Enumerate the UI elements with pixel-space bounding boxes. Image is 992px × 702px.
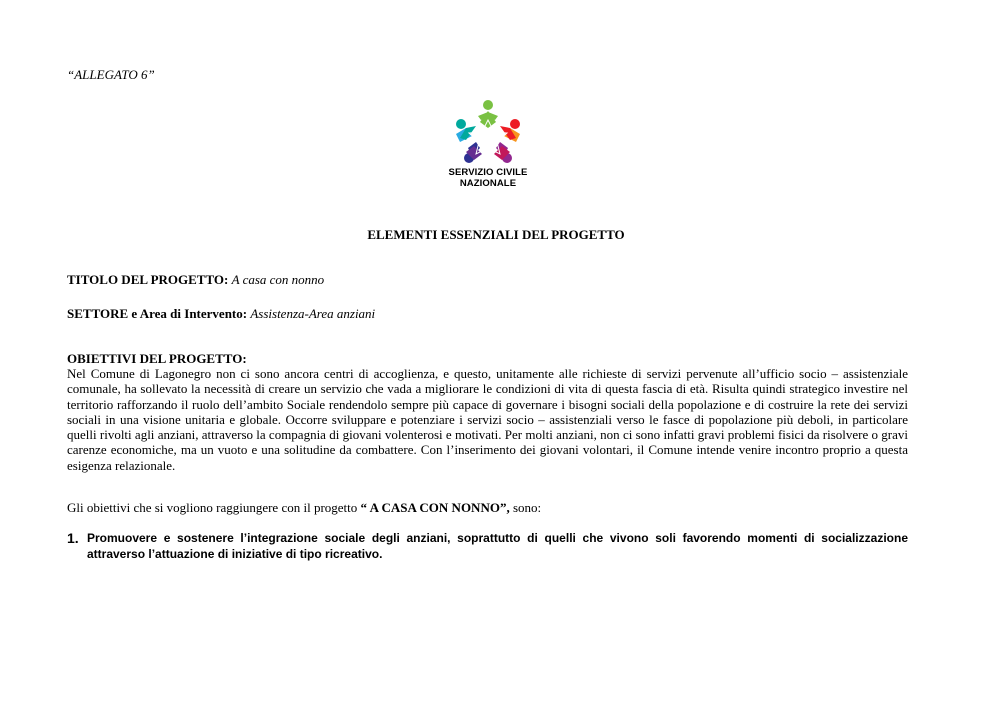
goals-suffix: sono: bbox=[509, 500, 542, 515]
project-title-line bbox=[67, 272, 324, 288]
logo-text bbox=[438, 167, 538, 189]
star-people-icon bbox=[438, 98, 538, 168]
list-item-number: 1. bbox=[67, 530, 79, 546]
goals-project-name: “ A CASA CON NONNO”, bbox=[360, 500, 510, 515]
objectives-paragraph: Nel Comune di Lagonegro non ci sono ancora centri di accoglienza, e questo, unitamente alle richieste di servizi pervenute all’ufficio socio – assistenziale comunale, ha sollevato la necessità di creare un servizio che vada a migliorare le condizioni di vita di questa fascia di età. Risulta quindi strategico investire nel territorio rafforzando il ruolo dell’ambito Sociale rendendolo sempre più capace di governare i bisogni sociali della popolazione e di costruire la rete dei servizi sociali in una visione unitaria e globale. Occorre sviluppare e potenziare i servizi socio – assistenziali verso le fasce di popolazione più deboli, in particolare quelli rivolti agli anziani, attraverso la compagnia di giovani volenterosi e motivati. Per molti anziani, non ci sono infatti gravi problemi fisici da risolvere o gravi carenze economiche, ma un vuoto e una solitudine da combattere. Con l’inserimento dei giovani volontari, il Comune intende venire incontro proprio a questa esigenza relazionale. bbox=[67, 366, 908, 473]
sector-line bbox=[67, 306, 375, 322]
logo-line-1: SERVIZIO CIVILE bbox=[448, 167, 528, 178]
servizio-civile-logo bbox=[438, 98, 538, 198]
sector-value: Assistenza-Area anziani bbox=[250, 306, 376, 321]
list-item-text: Promuovere e sostenere l’integrazione sociale degli anziani, soprattutto di quelli che vivono soli favorendo momenti di socializzazione attraverso l’attuazione di iniziative di tipo ricreativo. bbox=[87, 531, 908, 561]
attachment-label: “ALLEGATO 6” bbox=[67, 67, 155, 82]
project-title-label: TITOLO DEL PROGETTO: bbox=[67, 272, 229, 287]
goals-prefix: Gli obiettivi che si vogliono raggiungere con il progetto bbox=[67, 500, 361, 515]
document-title: ELEMENTI ESSENZIALI DEL PROGETTO bbox=[367, 227, 625, 242]
goals-intro bbox=[67, 500, 541, 516]
project-title-value: A casa con nonno bbox=[231, 272, 325, 287]
sector-label: SETTORE e Area di Intervento: bbox=[67, 306, 248, 321]
logo-line-2: NAZIONALE bbox=[459, 178, 517, 189]
objectives-heading: OBIETTIVI DEL PROGETTO: bbox=[67, 351, 247, 366]
list-item bbox=[67, 530, 908, 562]
